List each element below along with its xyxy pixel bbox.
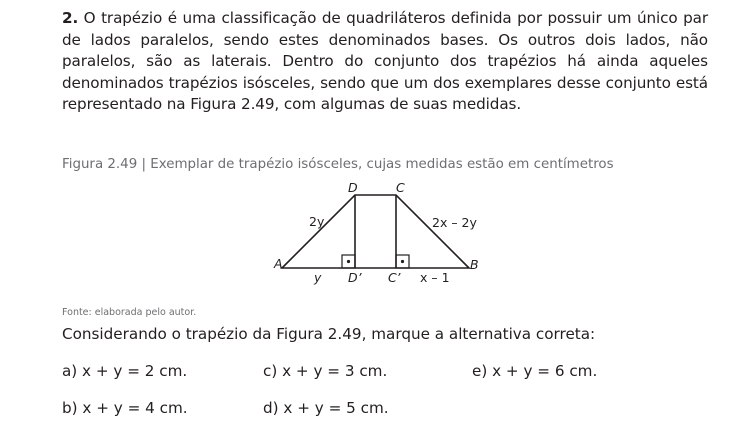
label-c-prime: C’ [388, 270, 401, 285]
alternative-c[interactable]: c) x + y = 3 cm. [263, 362, 388, 380]
alternative-b[interactable]: b) x + y = 4 cm. [62, 399, 188, 417]
question-prompt: Considerando o trapézio da Figura 2.49, marque a alternativa correta: [62, 325, 596, 343]
alternative-e[interactable]: e) x + y = 6 cm. [472, 362, 598, 380]
trapezoid-outline [282, 195, 469, 268]
label-right-side: 2x – 2y [432, 215, 477, 230]
label-vertex-c: C [396, 180, 405, 195]
label-vertex-d: D [348, 180, 358, 195]
label-vertex-a: A [274, 256, 283, 271]
alternative-d[interactable]: d) x + y = 5 cm. [263, 399, 389, 417]
trapezoid-diagram [272, 178, 502, 286]
question-text [62, 8, 708, 116]
label-left-segment: y [314, 270, 322, 285]
alternative-a[interactable]: a) x + y = 2 cm. [62, 362, 188, 380]
trapezoid-figure [272, 178, 502, 286]
question-body: O trapézio é uma classificação de quadriláteros definida por possuir um único par de lados paralelos, sendo estes denominados bases. Os outros dois lados, não paralelos, são as laterais. Dentro do conjunto dos trapézios há ainda aqueles denominados trapézios isósceles, sendo que um dos exemplares desse conjunto está representado na Figura 2.49, com algumas de suas medidas. [62, 9, 708, 114]
label-left-side: 2y [309, 214, 325, 229]
figure-caption: Figura 2.49 | Exemplar de trapézio isósceles, cujas medidas estão em centímetros [62, 157, 614, 172]
right-angle-dot-c [401, 260, 404, 263]
label-right-segment: x – 1 [420, 270, 450, 285]
label-d-prime: D’ [348, 270, 362, 285]
figure-source: Fonte: elaborada pelo autor. [62, 307, 197, 318]
label-vertex-b: B [470, 257, 479, 272]
right-angle-dot-d [347, 260, 350, 263]
question-number: 2. [62, 9, 79, 27]
